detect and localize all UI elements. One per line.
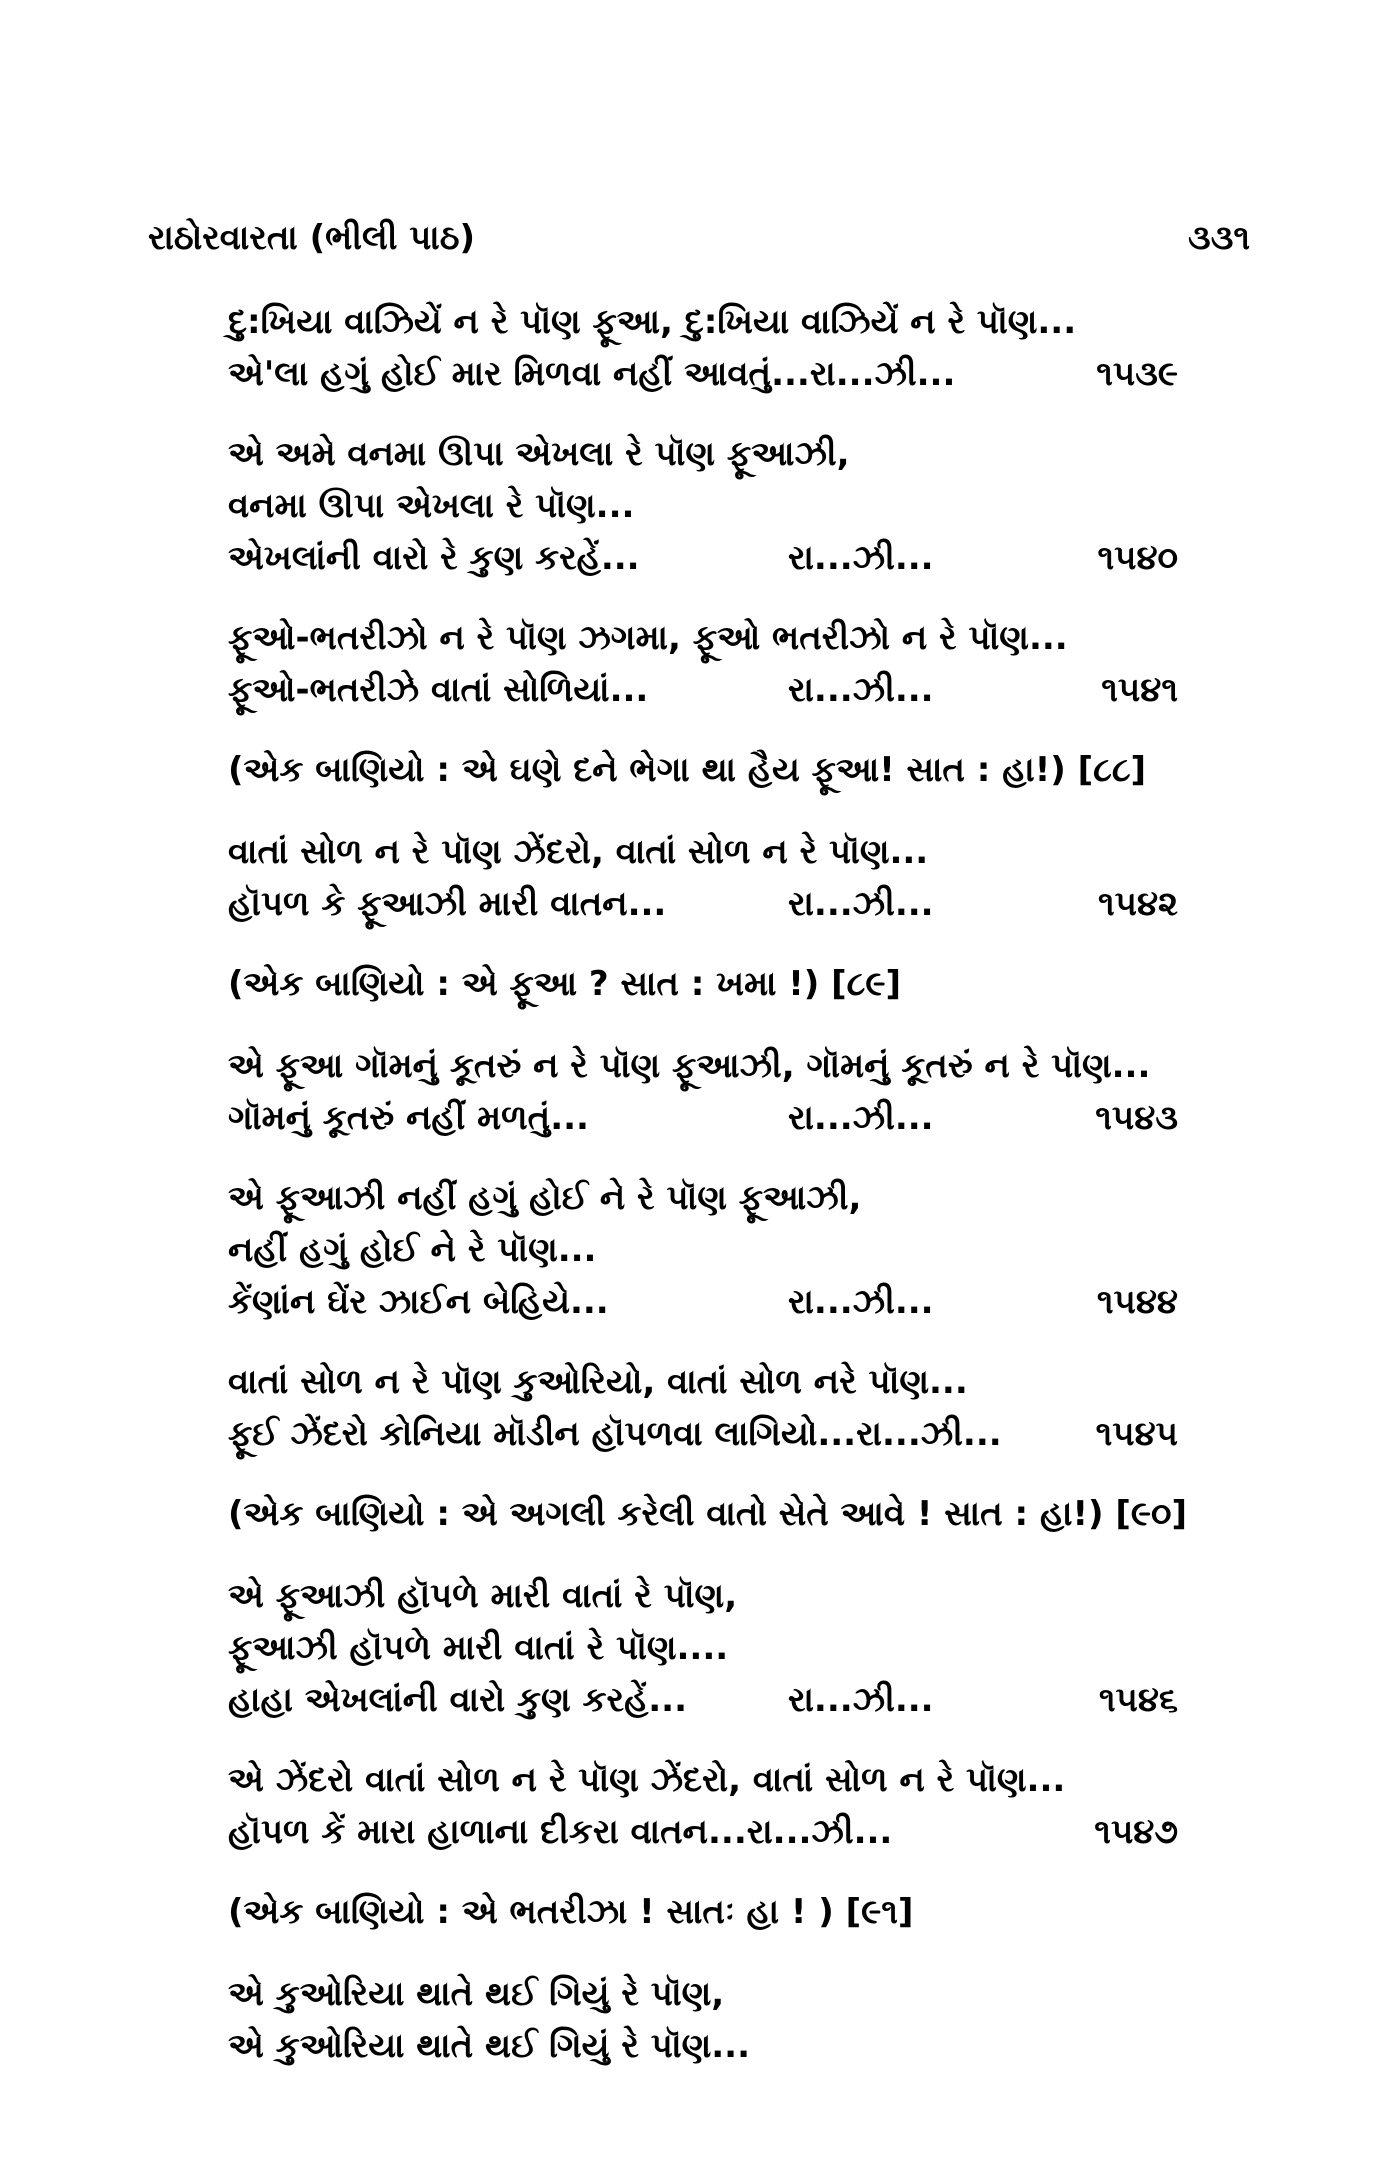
line-text: (એક બાણિયો : એ ફૂઆ ? સાત : ખમા !) [૮૯] [228, 964, 902, 1004]
line-text: (એક બાણિયો : એ અગલી કરેલી વાતો સેતે આવે ! સાત : હા!) [૯૦] [228, 1494, 1187, 1534]
speaker-note [228, 1886, 1218, 1938]
verse-line [228, 878, 1218, 930]
line-text: હૉપળ કે ફૂઆઝી મારી વાતન... [228, 884, 667, 924]
verse-line [228, 1674, 1218, 1726]
verse-line [228, 1754, 1218, 1806]
line-text: એખલાંની વારો રે કુણ કરહેં... [228, 538, 640, 578]
verse-line [228, 958, 1218, 1010]
line-text: દુ:ખિયા વાઝિયેં ન રે પૉણ ફૂઆ, દુ:ખિયા વાઝિયેં ન રે પૉણ... [228, 302, 1077, 342]
verse-line [228, 1276, 1218, 1328]
verse-line [228, 1092, 1218, 1144]
running-title: રાઠોરવારતા (ભીલી પાઠ) [148, 218, 476, 258]
speaker-note [228, 958, 1218, 1010]
refrain-text: રા...ઝી... [788, 1680, 934, 1720]
line-text: હાહા એખલાંની વારો કુણ કરહેં... [228, 1680, 688, 1720]
line-text: એ'લા હગું હોઈ માર મિળવા નહીં આવતું...રા...ઝી... [228, 354, 956, 394]
verse-number: ૧૫૪૨ [1097, 884, 1178, 924]
verse-line [228, 1622, 1218, 1674]
line-text: નહીં હગું હોઈ ને રે પૉણ... [228, 1230, 597, 1270]
verse-number: ૧૫૪૪ [1096, 1282, 1178, 1322]
verse-number: ૧૫૪૫ [1095, 1414, 1178, 1454]
line-text: ફૂઓ-ભતરીઝો ન રે પૉણ ઝગમા, ફૂઓ ભતરીઝો ન રે પૉણ... [228, 618, 1068, 658]
speaker-note [228, 1488, 1218, 1540]
line-text: વાતાં સોળ ન રે પૉણ કુઓરિયો, વાતાં સોળ નરે પૉણ... [228, 1362, 968, 1402]
verse-stanza [228, 296, 1218, 400]
verse-line [228, 1408, 1218, 1460]
verse-line [228, 1224, 1218, 1276]
line-text: ગૉમનું કૂતરું નહીં મળતું... [228, 1098, 589, 1138]
verse-line [228, 1356, 1218, 1408]
verse-number: ૧૫૪૦ [1097, 538, 1178, 578]
verse-line [228, 296, 1218, 348]
line-text: એ ફૂઆઝી હૉપળે મારી વાતાં રે પૉણ, [228, 1576, 738, 1616]
verse-line [228, 2020, 1218, 2072]
line-text: એ ઝેંદરો વાતાં સોળ ન રે પૉણ ઝેંદરો, વાતાં સોળ ન રે પૉણ... [228, 1760, 1066, 1800]
refrain-text: રા...ઝી... [788, 1098, 934, 1138]
refrain-text: રા...ઝી... [788, 884, 934, 924]
verse-number: ૧૫૪૭ [1094, 1812, 1178, 1852]
verse-number: ૧૫૩૯ [1096, 354, 1178, 394]
refrain-text: રા...ઝી... [788, 1282, 934, 1322]
verse-number: ૧૫૪૬ [1098, 1680, 1178, 1720]
line-text: કેંણાંન ઘેંર ઝાઈન બેહિયે... [228, 1282, 609, 1322]
line-text: ફૂઈ ઝેંદરો કોનિયા મૉડીન હૉપળવા લાગિયો...રા...ઝી... [228, 1414, 1002, 1454]
verse-line [228, 480, 1218, 532]
line-text: એ ફૂઆ ગૉમનું કૂતરું ન રે પૉણ ફૂઆઝી, ગૉમનું કૂતરું ન રે પૉણ... [228, 1046, 1151, 1086]
verse-stanza [228, 1968, 1218, 2072]
verse-line [228, 1968, 1218, 2020]
verse-line [228, 1886, 1218, 1938]
verse-stanza [228, 1040, 1218, 1144]
verse-stanza [228, 1356, 1218, 1460]
line-text: ફૂઓ-ભતરીઝે વાતાં સોળિયાં... [228, 670, 649, 710]
line-text: (એક બાણિયો : એ ભતરીઝા ! સાતઃ હા ! ) [૯૧] [228, 1892, 914, 1932]
verse-line [228, 664, 1218, 716]
verse-line [228, 826, 1218, 878]
verse-line [228, 348, 1218, 400]
verse-line [228, 744, 1218, 796]
refrain-text: રા...ઝી... [788, 538, 934, 578]
verse-line [228, 1806, 1218, 1858]
line-text: વાતાં સોળ ન રે પૉણ ઝેંદરો, વાતાં સોળ ન રે પૉણ... [228, 832, 929, 872]
line-text: એ અમે વનમા ઊપા એખલા રે પૉણ ફૂઆઝી, [228, 434, 850, 474]
line-text: એ ફૂઆઝી નહીં હગું હોઈ ને રે પૉણ ફૂઆઝી, [228, 1178, 862, 1218]
line-text: હૉપળ કેં મારા હાળાના દીકરા વાતન...રા...ઝી... [228, 1812, 893, 1852]
verse-stanza [228, 612, 1218, 716]
verse-stanza [228, 826, 1218, 930]
speaker-note [228, 744, 1218, 796]
verse-line [228, 1488, 1218, 1540]
verse-stanza [228, 1754, 1218, 1858]
verse-number: ૧૫૪૧ [1101, 670, 1178, 710]
refrain-text: રા...ઝી... [788, 670, 934, 710]
verse-line [228, 612, 1218, 664]
line-text: ફૂઆઝી હૉપળે મારી વાતાં રે પૉણ.... [228, 1628, 729, 1668]
line-text: વનમા ઊપા એખલા રે પૉણ... [228, 486, 635, 526]
verse-line [228, 532, 1218, 584]
verse-line [228, 1172, 1218, 1224]
line-text: એ કુઓરિયા થાતે થઈ ગિયું રે પૉણ, [228, 1974, 725, 2014]
verse-stanza [228, 1172, 1218, 1328]
verse-number: ૧૫૪૩ [1095, 1098, 1178, 1138]
verse-line [228, 1570, 1218, 1622]
verse-line [228, 428, 1218, 480]
verse-stanza [228, 428, 1218, 584]
verse-line [228, 1040, 1218, 1092]
verse-stanza [228, 1570, 1218, 1726]
line-text: એ કુઓરિયા થાતે થઈ ગિયું રે પૉણ... [228, 2026, 751, 2066]
line-text: (એક બાણિયો : એ ઘણે દને ભેગા થા હૈય ફૂઆ! સાત : હા!) [૮૮] [228, 750, 1147, 790]
page-header [148, 218, 1250, 258]
poem-body [228, 296, 1218, 2100]
page-number: ૩૩૧ [1188, 218, 1250, 258]
